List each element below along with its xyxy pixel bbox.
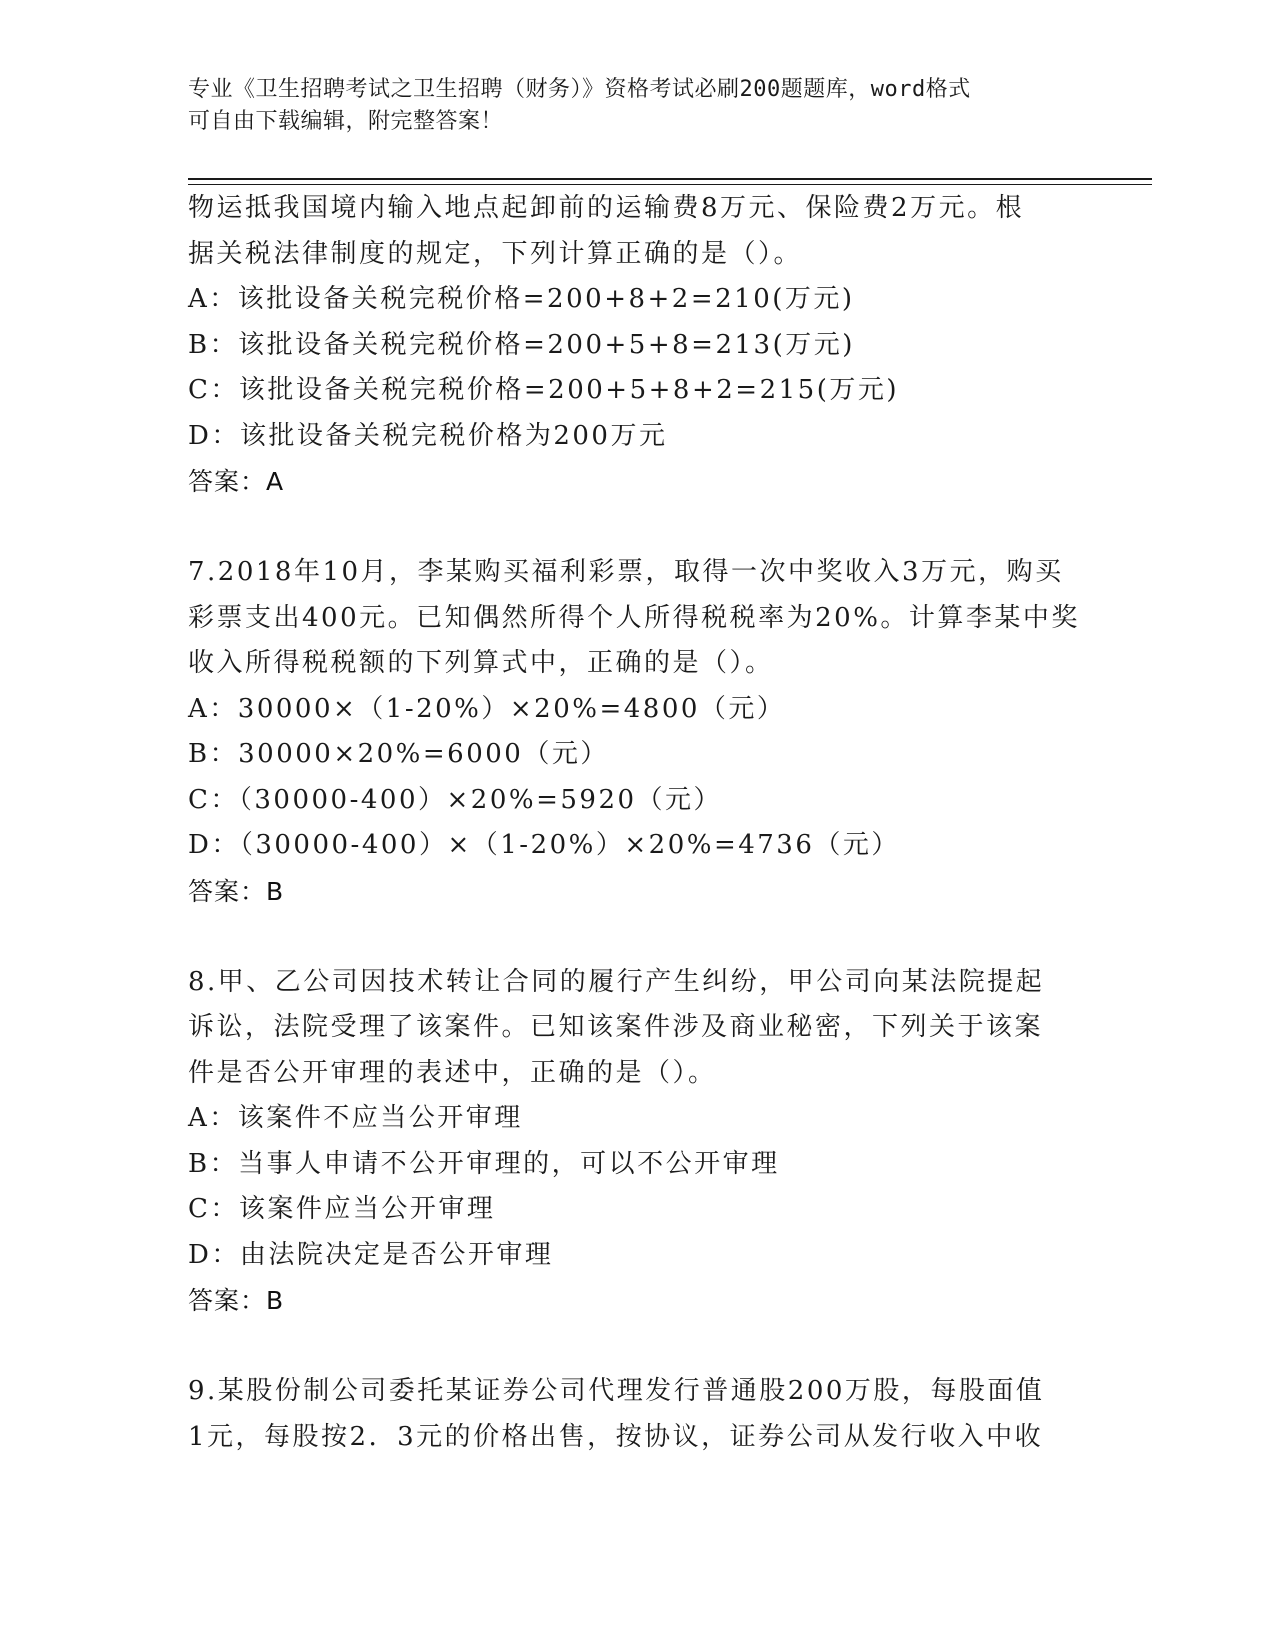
answer-label: 答案：A [188,467,285,496]
option-a: A：该批设备关税完税价格=200+8+2=210(万元) [188,284,855,314]
spacer [188,914,1088,960]
option-b: B：30000×20%=6000（元） [188,739,609,769]
question-list [188,186,1088,1460]
spacer [188,505,1088,551]
question-stem-line: 据关税法律制度的规定，下列计算正确的是（）。 [188,238,803,269]
option-c: C：该批设备关税完税价格=200+5+8+2=215(万元) [188,375,899,405]
spacer [188,1324,1088,1370]
option-a: A：30000×（1-20%）×20%=4800（元） [188,693,786,724]
question-8 [188,960,1088,1324]
header-divider-thin [188,184,1152,185]
question-stem-line: 诉讼，法院受理了该案件。已知该案件涉及商业秘密，下列关于该案 [188,1012,1044,1042]
option-b: B：该批设备关税完税价格=200+5+8=213(万元) [188,329,855,360]
answer-label: 答案：B [188,1286,285,1315]
header-divider-thick [188,178,1152,180]
option-a: A：该案件不应当公开审理 [188,1103,523,1133]
question-stem-line: 收入所得税税额的下列算式中，正确的是（）。 [188,648,774,678]
question-stem-line: 8.甲、乙公司因技术转让合同的履行产生纠纷，甲公司向某法院提起 [188,966,1045,997]
option-b: B：当事人申请不公开审理的，可以不公开审理 [188,1148,780,1179]
question-6 [188,186,1088,505]
option-c: C：（30000-400）×20%=5920（元） [188,784,723,815]
option-d: D：该批设备关税完税价格为200万元 [188,420,668,451]
question-7 [188,550,1088,914]
question-stem-line: 件是否公开审理的表述中，正确的是（）。 [188,1057,717,1088]
question-stem-line: 1元，每股按2．3元的价格出售，按协议，证券公司从发行收入中收 [188,1421,1044,1452]
question-stem-line: 彩票支出400元。已知偶然所得个人所得税税率为20%。计算李某中奖 [188,602,1080,633]
question-stem-line: 7.2018年10月，李某购买福利彩票，取得一次中奖收入3万元，购买 [188,557,1064,587]
question-stem-line: 物运抵我国境内输入地点起卸前的运输费8万元、保险费2万元。根 [188,193,1025,223]
header-title-line-1: 专业《卫生招聘考试之卫生招聘（财务）》资格考试必刷200题题库，word格式 [188,77,971,102]
option-c: C：该案件应当公开审理 [188,1194,496,1224]
option-d: D：由法院决定是否公开审理 [188,1239,554,1270]
question-stem-line: 9.某股份制公司委托某证券公司代理发行普通股200万股，每股面值 [188,1376,1045,1406]
question-9 [188,1369,1088,1460]
option-d: D：（30000-400）×（1-20%）×20%=4736（元） [188,830,900,860]
answer-label: 答案：B [188,876,285,906]
document-header [188,74,1088,138]
header-title-line-2: 可自由下载编辑，附完整答案！ [188,109,504,134]
